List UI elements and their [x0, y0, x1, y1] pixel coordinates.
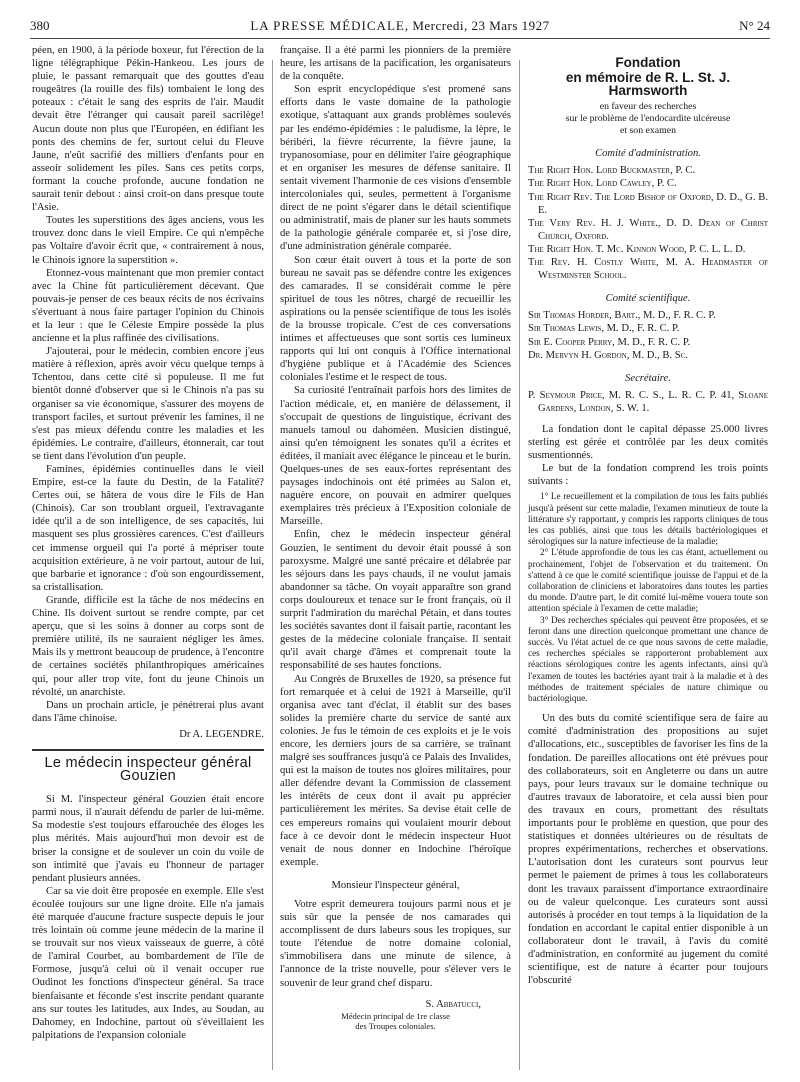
secretary: P. Seymour Price, M. R. C. S., L. R. C. P. 41, Sloane Gardens, London, S. W. 1.	[528, 389, 768, 414]
journal-name: LA PRESSE MÉDICALE	[250, 18, 405, 33]
foundation-title: Fondation	[615, 55, 681, 70]
subtitle-line: sur le problème de l'endocardite ulcéreuse	[565, 113, 731, 125]
foundation-subtitle	[528, 101, 768, 137]
column-divider-1	[272, 60, 273, 1070]
page-number: 380	[30, 18, 50, 33]
paragraph: française. Il a été parmi les pionniers de la première heure, les artisans de la pacification, les organisateurs de la conquête.	[280, 45, 511, 83]
committee-member: The Right Rev. The Lord Bishop of Oxford, D. D., G. B. E.	[528, 191, 768, 216]
paragraph: Grande, difficile est la tâche de nos médecins en Chine. Ils doivent surtout se rendre compte, par cet aperçu, que si les soins à donner au corps sont de première utilité, ils ne sauraient négliger les âmes. Mais ils y mettront beaucoup de prudence, à l'encontre de certaines sociétés philanthropiques américaines qui, pour aller trop vite, font du jeune Chinois un révolté, un anarchiste.	[32, 594, 264, 698]
paragraph: Enfin, chez le médecin inspecteur général Gouzien, le sentiment du devoir était poussé à son paroxysme. Malgré une santé précaire et délabrée par les séjours dans les pays chauds, il ne voulut jamais abandonner sa tâche. On voyait apparaître son grand corps douloureux et tenace sur le front français, où il surprit l'admiration du maréchal Pétain, et dans toutes les sociétés savantes dont il faisait partie, racontant les gestes de la médecine coloniale française. Il sentait qu'il avait charge d'âmes et comprenait toute la responsabilité de ses hautes fonctions.	[280, 529, 511, 672]
paragraph: Un des buts du comité scientifique sera de faire au comité d'administration des propositions au sujet d'allocations, etc., susceptibles de favoriser les fins de la fondation. De pareilles allocations ont été prévues pour des collaborateurs, soit en Angleterre ou dans un autre pays, pour leurs travaux sur le domaine technique ou d'autres travaux de laboratoire, et cela aussi bien pour des travaux en cours, promettant des résultats importants pour le problème en question, que pour des statistiques et données ultérieures ou de résultats de propres expérimentations, recherches et observations. L'autorisation dont les curateurs sont pourvus leur permet le paiement de primes à tous les collaborateurs dont les travaux paraissent d'importance extraordinaire ou de valeur quelconque. Les curateurs sont aussi autorisés à procéder en tout temps à la liquidation de la fondation en accordant le capital entier disponible à un collaborateur dont le travail, à l'avis du comité d'administration, en conformité au jugement du comité scientifique, est de nature à écarter pour toujours l'obscurité	[528, 713, 768, 987]
article-separator	[32, 749, 264, 751]
header-rule	[30, 38, 770, 39]
committee-member: Dr. Mervyn H. Gordon, M. D., B. Sc.	[528, 349, 688, 361]
committee-member: Sir Thomas Horder, Bart., M. D., F. R. C. P.	[528, 310, 716, 322]
paragraph: péen, en 1900, à la période boxeur, fut l'érection de la ligne télégraphique Pékin-Hankeou. Les jours de pluie, le passant remarquait que des gouttes d'eau rougeâtres (la rouille des fils) tombaient le long des poteaux : c'était le sang des esprits de l'air. Maudit devait être l'étranger qui causait pareil sacrilège! Aucun doute non plus que l'Européen, en édifiant les ponts des chemins de fer, surtout celui du Fleuve Jaune, n'eût sacrifié des milliers d'enfants pour en asseoir solidement les piles. Sans ces petits corps, formant la couche profonde, aucune fondation ne saurait tenir debout : ainsi croit-on dans presque toute l'Asie.	[32, 45, 264, 214]
signer-title: des Troupes coloniales.	[355, 1021, 436, 1032]
issue-date: , Mercredi, 23 Mars 1927	[404, 18, 550, 33]
signer-name: S. Abbatucci,	[425, 998, 481, 1010]
closing-salutation: Monsieur l'inspecteur général,	[331, 879, 460, 891]
committee-member: Sir Thomas Lewis, M. D., F. R. C. P.	[528, 323, 680, 335]
sci-committee-heading: Comité scientifique.	[605, 293, 691, 305]
paragraph: Sa curiosité l'entraînait parfois hors des limites de l'action médicale, et, en manière de délassement, il s'occupait de questions de linguistique, écrivant des manuels tamoul ou dahoméen. Musicien distingué, ainsi qu'en témoignent les sonates qu'il a écrites et éditées, il maniait avec élégance le pinceau et le burin. Quelques-unes de ses eaux-fortes représentant des paysages indochinois ont été primées au Salon et, naguère encore, on pouvait en admirer quelques exemplaires très précieux à l'Exposition coloniale de Marseille.	[280, 385, 511, 528]
subtitle-line: et son examen	[619, 125, 677, 137]
paragraph: Si M. l'inspecteur général Gouzien était encore parmi nous, il n'aurait défendu de parler de lui-même. Sa modestie s'est toujours effarouchée des éloges les plus mérités. Mais aujourd'hui mon devoir est de briser la consigne et de soulever un coin du voile de son intimité que j'avais eu l'honneur de partager pendant plusieurs années.	[32, 794, 264, 884]
points-list	[528, 491, 768, 704]
paragraph: Le but de la fondation comprend les trois points suivants :	[528, 463, 768, 488]
paragraph: Famines, épidémies continuelles dans le vieil Empire, est-ce la faute du Destin, de la Fatalité? Certes oui, se hâtera de vous dire le Fils de Han (Chinois). Car son troublant orgueil, l'extravagante idée qu'il a de son intelligence, de ses capacités, lui masquent ses plus grossières carences. C'est d'ailleurs cet immense orgueil qui l'a porté à mépriser toute acquisition extérieure, à ne voir partout, autour de lui, que barbarie et ignorance : d'où son engourdissement, sa cristallisation.	[32, 464, 264, 593]
journal-line	[30, 18, 770, 34]
issue-number: N° 24	[739, 18, 770, 33]
committee-member: The Right Hon. Lord Buckmaster, P. C.	[528, 165, 696, 177]
admin-committee-heading: Comité d'administration.	[595, 148, 701, 160]
point-item: 1° Le recueillement et la compilation de tous les faits publiés jusqu'à présent sur cette maladie, l'examen minutieux de toute la littérature s'y rapportant, y compris les rapports cliniques de tous les cas publiés, ainsi que tous les détails bactériologiques et sérologiques sur la nature infectieuse de la maladie;	[528, 491, 768, 547]
article-title: Le médecin inspecteur général Gouzien	[44, 754, 252, 785]
committee-member: The Right Hon. T. Mc. Kinnon Wood, P. C. L. L. D.	[528, 243, 746, 255]
paragraph: Son cœur était ouvert à tous et la porte de son bureau ne savait pas se défendre contre les exigences des camarades. Il se considérait comme le père spirituel de tous les nôtres, chargé de recueillir les aspirations ou la pensée scientifique de tous les isolés de la brousse tropicale. C'est de ces conversations intimes et affectueuses que sont sortis ces lumineux rapports qui lui ont conquis à l'Office international d'hygiène publique et à l'Académie des Sciences coloniales l'estime et le respect de tous.	[280, 254, 511, 384]
column-1	[32, 44, 264, 1042]
paragraph: La fondation dont le capital dépasse 25.000 livres sterling est gérée et contrôlée par les deux comités susmentionnés.	[528, 423, 768, 462]
column-2	[280, 44, 511, 1032]
author-signature: Dr A. LEGENDRE.	[179, 728, 264, 740]
paragraph: Car sa vie doit être proposée en exemple. Elle s'est écoulée toujours sur une ligne droite. Elle n'a jamais été marquée d'aucune fracture suspecte depuis le jour très lointain où comme jeune médecin de la marine il se trouvait sur nos vieux vaisseaux de guerre, à côté de l'amiral Courbet, au bombardement de l'île de Formose, jusqu'à celui où il venait occuper rue Oudinot les fonctions d'inspecteur général. Sa trace bienfaisante et féconde s'est inscrite pendant quarante ans sur toutes les latitudes, aux Indes, au Soudan, au Dahomey, en Indochine, partout où s'éveillaient les palpitations de l'expansion coloniale	[32, 885, 264, 1041]
committee-member: The Rev. H. Costly White, M. A. Headmaster of Westminster School.	[528, 257, 768, 282]
subtitle-line: en faveur des recherches	[599, 101, 697, 113]
committee-member: The Very Rev. H. J. White., D. D. Dean of Christ Church, Oxford.	[528, 217, 768, 242]
committee-member: The Right Hon. Lord Cawley, P. C.	[528, 178, 677, 190]
secretary-heading: Secrétaire.	[625, 372, 671, 384]
paragraph: Son esprit encyclopédique s'est promené sans efforts dans le vaste domaine de la pathologie exotique, s'attaquant aux grands problèmes soulevés par les endémo-épidémies : le paludisme, la lèpre, le béribéri, la fièvre récurrente, la fièvre jaune, la trypanosomiase, pour en délimiter l'aire géographique et en organiser les mesures de défense sanitaire. Il sentait vivement l'harmonie de ces visions d'ensemble intercoloniales qui, seules, permettent à l'organisme direct de ne point s'égarer dans le détail scientifique ou administratif, mais de planer sur les hauts sommets de la pathologie générale comparée et, si j'ose dire, d'une administration générale comparée.	[280, 84, 511, 253]
page-header	[30, 18, 770, 38]
column-3	[528, 44, 768, 987]
committee-member: Sir E. Cooper Perry, M. D., F. R. C. P.	[528, 336, 691, 348]
point-item: 2° L'étude approfondie de tous les cas étant, actuellement ou prochainement, l'objet de l'observation et du traitement. On s'attend à ce que le comité scientifique jouisse de l'appui et de la collaboration de cliniciens et laboratoires dans toutes les parties du monde. D'autre part, le dit comité lui-même vouera toute son attention spéciale à l'examen de cette maladie;	[528, 547, 768, 614]
paragraph: Toutes les superstitions des âges anciens, vous les trouvez donc dans le vieil Empire. Ce qui n'empêche pas Voltaire d'avoir écrit que, « contrairement à nous, le Chinois ignore la superstition ».	[32, 215, 264, 266]
paragraph: J'ajouterai, pour le médecin, combien encore j'eus matière à réflexion, après avoir vécu quelque temps à Tchentou, dans cette cité si populeuse. Il me fut bientôt donné d'observer que si le Chinois n'a pas su organiser sa vie économique, s'assurer des moyens de transport faciles, et surtout prévenir les famines, il ne s'est pas mieux défendu contre les maladies et les épidémies. Le contraire, d'ailleurs, étonnerait, car tout se tient dans l'évolution d'un peuple.	[32, 346, 264, 462]
paragraph: Votre esprit demeurera toujours parmi nous et je suis sûr que la pensée de nos camarades qui accomplissent de durs labeurs sous les tropiques, sur toute l'étendue de notre domaine colonial, s'immobilisera dans une minute de silence, à l'annonce de la triste nouvelle, pour s'élever vers le souvenir de leur grand chef disparu.	[280, 899, 511, 989]
column-divider-2	[519, 60, 520, 1070]
paragraph: Etonnez-vous maintenant que mon premier contact avec la Chine fût particulièrement décevant. Que pouvais-je penser de ces beaux récits de nos écrivains s'évertuant à nous faire partager l'opinion du Chinois et la leur : que le Céleste Empire possède la plus ancienne et la plus raffinée des civilisations.	[32, 267, 264, 345]
point-item: 3° Des recherches spéciales qui peuvent être proposées, et se feront dans une direction quelconque promettant une chance de succès. Vu l'état actuel de ce que nous savons de cette maladie, ces recherches spéciales se rapporteront probablement aux réactions sérologiques contre les agents infectants, ainsi qu'à l'examen de toutes les bactéries ayant trait à la maladie et à des méthodes de traitement spéciales de nature chimique ou bactériologique.	[528, 614, 768, 704]
paragraph: Dans un prochain article, je pénétrerai plus avant dans l'âme chinoise.	[32, 699, 264, 724]
foundation-title-line-2: en mémoire de R. L. St. J. Harmsworth	[565, 70, 731, 99]
paragraph: Au Congrès de Bruxelles de 1920, sa présence fut fort remarquée et à celui de 1921 à Marseille, qu'il organisa avec tant d'éclat, il établit sur des bases solides la première charte du service de santé aux colonies. Je fus le témoin de ces exploits et je le vois encore, les derniers jours de sa carrière, se traînant malgré ses souffrances jusqu'à ce Palais des Invalides, qui est la maison de toutes nos gloires militaires, pour aller défendre devant la Commission de classement les intérêts de ceux dont il avait pu apprécier particulièrement les mérites. Sa devise était celle de ces empereurs romains qui voulaient mourir debout face à ce devoir dont le médecin inspecteur Huot venait de nous donner en Indochine l'héroïque exemple.	[280, 673, 511, 868]
signer-title: Médecin principal de 1re classe	[341, 1010, 450, 1021]
